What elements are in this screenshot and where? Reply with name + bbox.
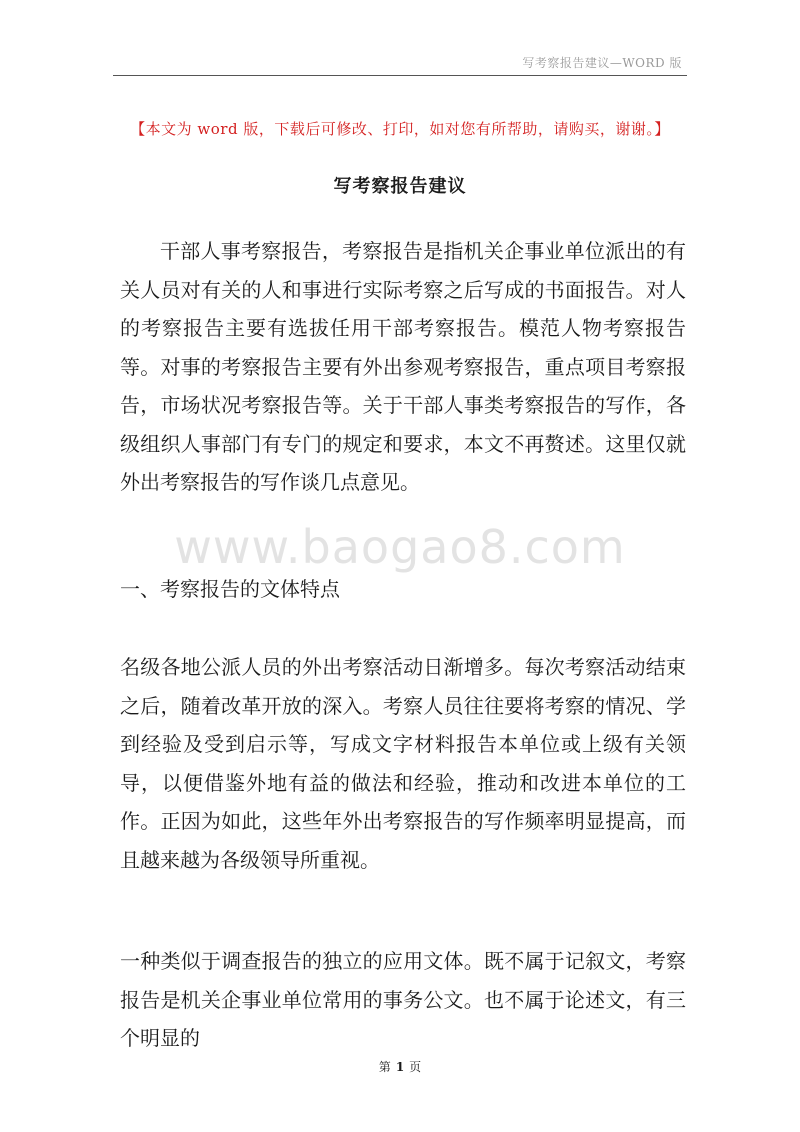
body-paragraph: 名级各地公派人员的外出考察活动日渐增多。每次考察活动结束之后，随着改革开放的深入。考察人员往往要将考察的情况、学到经验及受到启示等，写成文字材料报告本单位或上级有关领导，以便借鉴外地有益的做法和经验，推动和改进本单位的工作。正因为如此，这些年外出考察报告的写作频率明显提高，而且越来越为各级领导所重视。 bbox=[120, 655, 686, 872]
download-notice: 【本文为 word 版，下载后可修改、打印，如对您有所帮助，请购买，谢谢。】 bbox=[130, 120, 670, 138]
header-divider bbox=[113, 75, 687, 76]
watermark: www.baogao8.com bbox=[174, 520, 626, 574]
intro-paragraph: 干部人事考察报告，考察报告是指机关企事业单位派出的有关人员对有关的人和事进行实际考察之后写成的书面报告。对人的考察报告主要有选拔任用干部考察报告。模范人物考察报告等。对事的考察报告主要有外出参观考察报告，重点项目考察报告，市场状况考察报告等。关于干部人事类考察报告的写作，各级组织人事部门有专门的规定和要求，本文不再赘述。这里仅就外出考察报告的写作谈几点意见。 bbox=[120, 239, 686, 494]
page-footer bbox=[0, 1058, 800, 1075]
section-heading: 一、考察报告的文体特点 bbox=[120, 577, 340, 601]
running-header: 写考察报告建议—WORD 版 bbox=[522, 56, 682, 70]
document-title: 写考察报告建议 bbox=[333, 176, 467, 197]
page-number: 1 bbox=[395, 1060, 405, 1074]
page-prefix: 第 bbox=[378, 1060, 391, 1074]
page-suffix: 页 bbox=[409, 1060, 422, 1074]
body-paragraph: 一种类似于调查报告的独立的应用文体。既不属于记叙文，考察报告是机关企事业单位常用的事务公文。也不属于论述文，有三个明显的 bbox=[120, 949, 686, 1050]
